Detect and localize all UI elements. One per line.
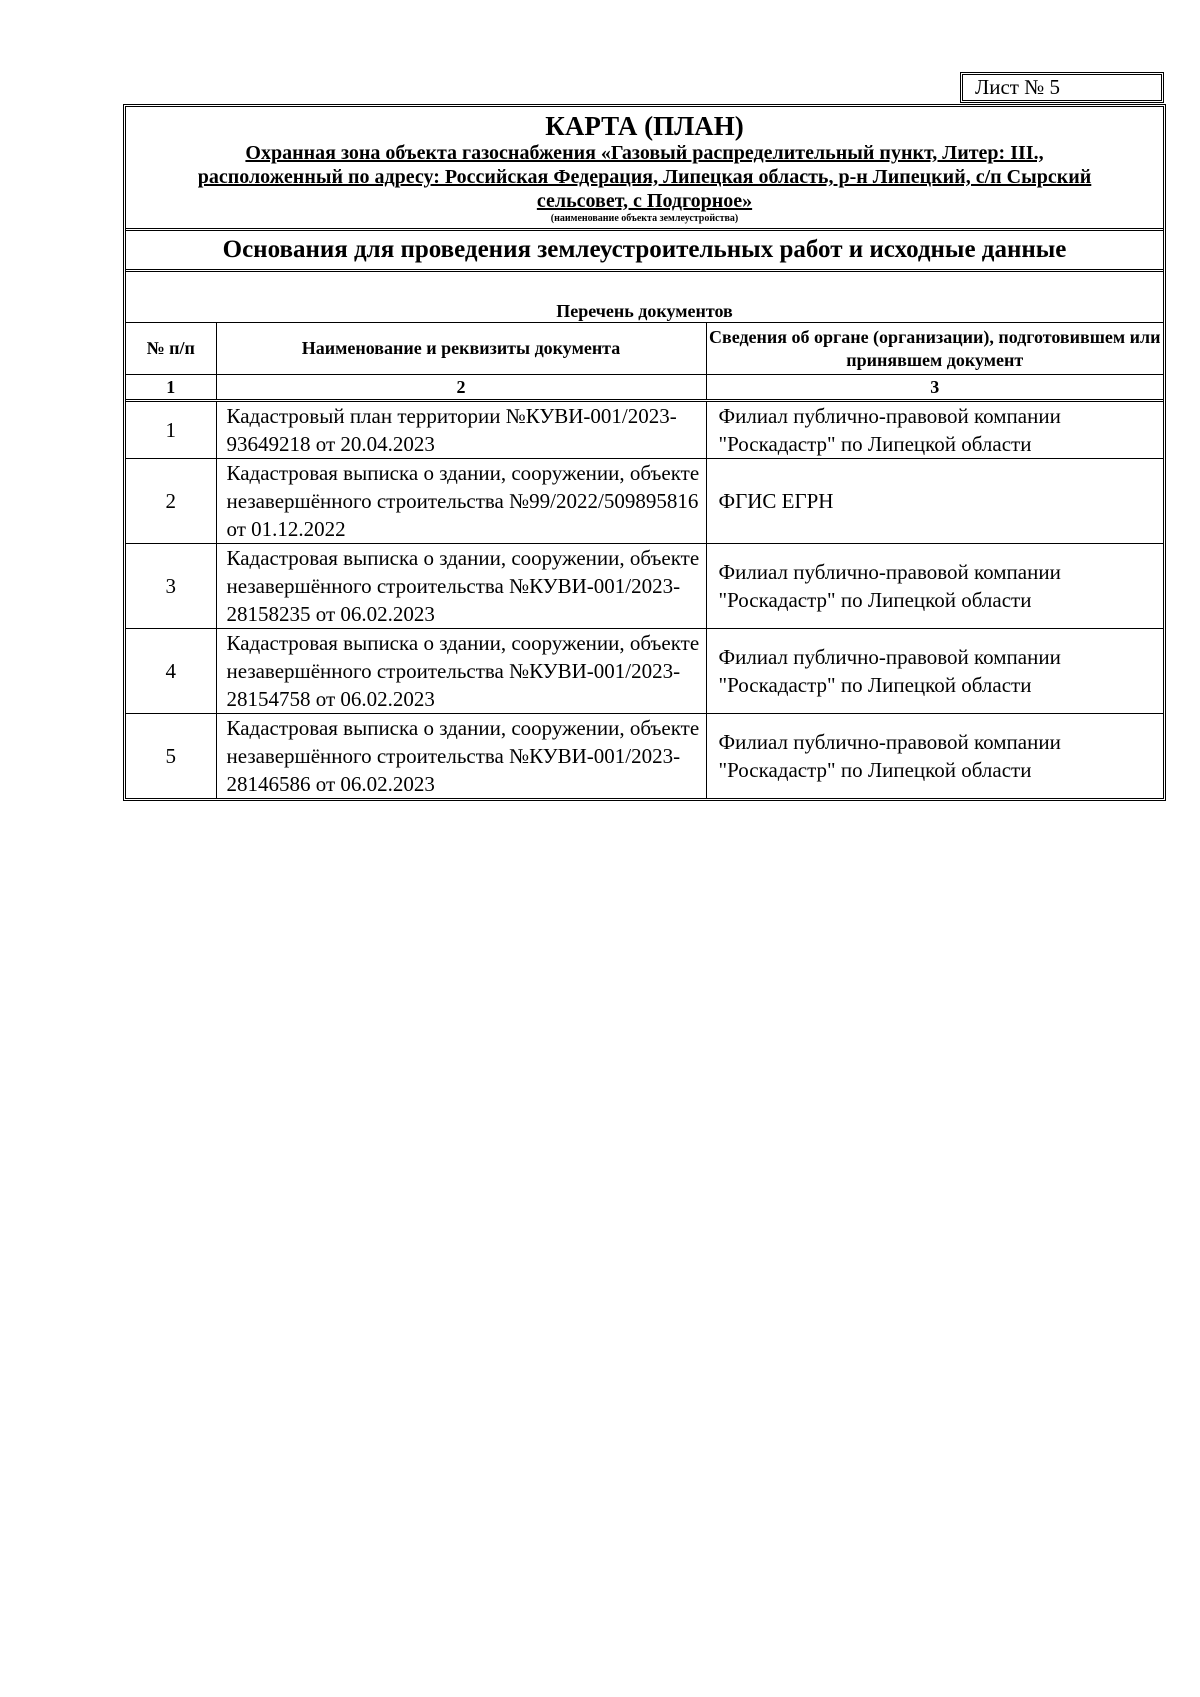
row-number: 5 xyxy=(126,714,216,799)
page-title: КАРТА (ПЛАН) xyxy=(545,111,744,141)
header-organization: Сведения об органе (организации), подготовившем или принявшем документ xyxy=(706,323,1163,375)
header-document: Наименование и реквизиты документа xyxy=(216,323,706,375)
table-header-row xyxy=(126,323,1163,375)
organization-cell: Филиал публично-правовой компании "Роскадастр" по Липецкой области xyxy=(706,544,1163,629)
documents-list-title: Перечень документов xyxy=(556,301,733,321)
column-number: 1 xyxy=(126,375,216,401)
column-number: 2 xyxy=(216,375,706,401)
table-row xyxy=(126,629,1163,714)
row-number: 1 xyxy=(126,401,216,459)
organization-cell: Филиал публично-правовой компании "Роскадастр" по Липецкой области xyxy=(706,714,1163,799)
header-number: № п/п xyxy=(126,323,216,375)
row-number: 3 xyxy=(126,544,216,629)
object-name-line-2: расположенный по адресу: Российская Федерация, Липецкая область, р-н Липецкий, с/п Сырский xyxy=(197,166,1092,188)
basis-heading: Основания для проведения землеустроительных работ и исходные данные xyxy=(126,228,1163,272)
row-number: 4 xyxy=(126,629,216,714)
document-cell: Кадастровая выписка о здании, сооружении, объекте незавершённого строительства №99/2022/509895816 от 01.12.2022 xyxy=(216,459,706,544)
organization-cell: ФГИС ЕГРН xyxy=(706,459,1163,544)
organization-cell: Филиал публично-правовой компании "Роскадастр" по Липецкой области xyxy=(706,401,1163,459)
document-cell: Кадастровая выписка о здании, сооружении, объекте незавершённого строительства №КУВИ-001/2023-28146586 от 06.02.2023 xyxy=(216,714,706,799)
row-number: 2 xyxy=(126,459,216,544)
documents-table xyxy=(126,322,1163,798)
table-row xyxy=(126,714,1163,799)
table-row xyxy=(126,459,1163,544)
title-block xyxy=(126,107,1163,228)
table-row xyxy=(126,401,1163,459)
document-cell: Кадастровая выписка о здании, сооружении, объекте незавершённого строительства №КУВИ-001/2023-28154758 от 06.02.2023 xyxy=(216,629,706,714)
object-name-line-1: Охранная зона объекта газоснабжения «Газовый распределительный пункт, Литер: III., xyxy=(245,142,1044,164)
document-cell: Кадастровая выписка о здании, сооружении, объекте незавершённого строительства №КУВИ-001/2023-28158235 от 06.02.2023 xyxy=(216,544,706,629)
column-number-row xyxy=(126,375,1163,401)
column-number: 3 xyxy=(706,375,1163,401)
sheet-number: Лист № 5 xyxy=(960,72,1164,103)
organization-cell: Филиал публично-правовой компании "Роскадастр" по Липецкой области xyxy=(706,629,1163,714)
object-name-line-3: сельсовет, с Подгорное» xyxy=(536,190,753,212)
object-caption: (наименование объекта землеустройства) xyxy=(550,213,739,224)
document-frame xyxy=(123,104,1166,801)
table-row xyxy=(126,544,1163,629)
document-cell: Кадастровый план территории №КУВИ-001/2023-93649218 от 20.04.2023 xyxy=(216,401,706,459)
